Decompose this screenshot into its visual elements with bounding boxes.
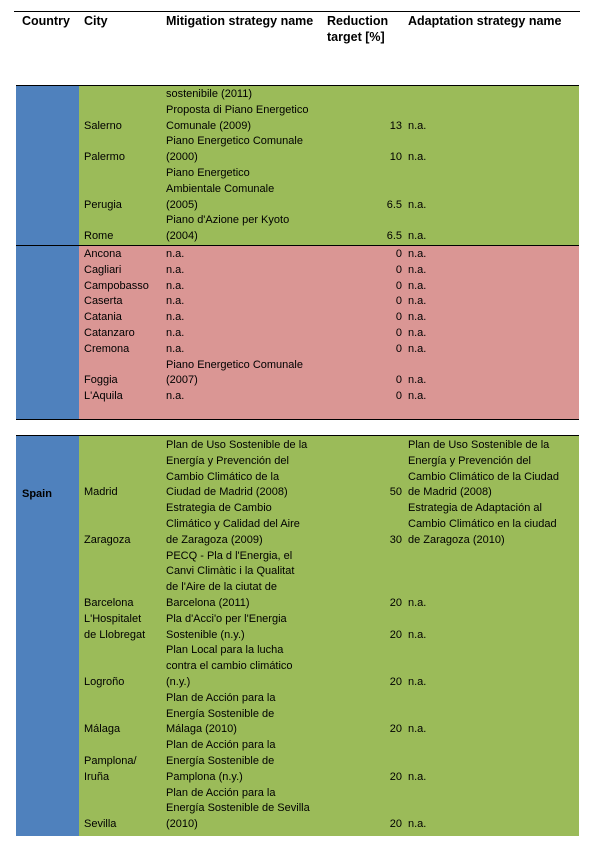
italy-row-mitigation: Comunale (2009) (166, 119, 251, 132)
spain-row-mitigation: contra el cambio climático (166, 660, 293, 673)
spain-row-mitigation: Canvi Climàtic i la Qualitat (166, 565, 295, 578)
spain-row-target: 20 (389, 770, 402, 783)
spain-row-target: 30 (389, 533, 402, 546)
italy-row-adaptation: n.a. (408, 327, 427, 339)
italy-row-mitigation: n.a. (166, 263, 185, 276)
italy-row-target: 0 (395, 263, 402, 276)
spain-row-mitigation: Estrategia de Cambio (166, 502, 272, 515)
header-country: Country (22, 14, 70, 28)
header-top-rule (14, 11, 580, 12)
spain-row-city: Málaga (84, 723, 121, 736)
spain-row-adaptation: n.a. (408, 628, 427, 641)
spain-row-mitigation: Plan Local para la lucha (166, 644, 284, 657)
italy-row-adaptation: n.a. (408, 263, 427, 276)
italy-row-city: Campobasso (84, 279, 149, 292)
spain-row-mitigation: Plan de Uso Sostenible de la (166, 439, 308, 451)
spain-row-target: 50 (389, 486, 402, 499)
italy-row-city: Perugia (84, 198, 122, 211)
spain-row-target: 20 (389, 723, 402, 736)
italy-row-mitigation: n.a. (166, 295, 185, 308)
italy-row-adaptation: n.a. (408, 374, 427, 387)
spain-row-adaptation: de Madrid (2008) (408, 486, 492, 499)
spain-row-mitigation: Sostenible (n.y.) (166, 628, 245, 641)
spain-row-adaptation: n.a. (408, 818, 427, 831)
spain-row-city: Zaragoza (84, 533, 131, 546)
italy-row-adaptation: n.a. (408, 248, 427, 260)
spain-row-target: 20 (389, 597, 402, 609)
italy-row-target: 0 (395, 342, 402, 355)
spain-row-city: de Llobregat (84, 628, 146, 641)
italy-row-target: 13 (389, 119, 402, 132)
spain-row-adaptation: n.a. (408, 597, 427, 609)
spain-row-adaptation: Energía y Prevención del (408, 454, 531, 467)
country-label-spain: Spain (22, 488, 52, 500)
italy-row-target: 6.5 (386, 198, 402, 211)
spain-row-adaptation: n.a. (408, 723, 427, 736)
italy-row-city: Cremona (84, 342, 130, 355)
spain-row-mitigation: Energía y Prevención del (166, 454, 289, 467)
spain-row-mitigation: Cambio Climático de la (166, 470, 280, 483)
italy-row-adaptation: n.a. (408, 119, 427, 132)
spain-row-mitigation: Energía Sostenible de (166, 707, 275, 720)
spain-row-mitigation: Plan de Acción para la (166, 786, 276, 799)
italy-row-mitigation: n.a. (166, 279, 185, 292)
spain-row-adaptation: de Zaragoza (2010) (408, 533, 505, 546)
spain-row-mitigation: Plan de Acción para la (166, 691, 276, 704)
spain-row-mitigation: Climático y Calidad del Aire (166, 518, 300, 530)
spain-row-adaptation: Plan de Uso Sostenible de la (408, 439, 550, 451)
spain-row-mitigation: (n.y.) (166, 676, 191, 688)
header-mitigation: Mitigation strategy name (166, 14, 314, 28)
spain-row-adaptation: Cambio Climático en la ciudad (408, 518, 557, 530)
italy-row-mitigation: (2004) (166, 230, 198, 243)
italy-row-adaptation: n.a. (408, 311, 427, 324)
italy-row-adaptation: n.a. (408, 151, 427, 164)
italy-row-target: 0 (395, 295, 402, 308)
italy-red-band (79, 246, 579, 419)
spain-row-mitigation: de l'Aire de la ciutat de (166, 581, 277, 594)
italy-row-city: Catania (84, 311, 122, 324)
spain-row-mitigation: de Zaragoza (2009) (166, 533, 263, 546)
spain-row-city: Sevilla (84, 818, 117, 831)
spain-row-target: 20 (389, 818, 402, 831)
italy-row-mitigation: Proposta di Piano Energetico (166, 103, 309, 116)
spain-row-mitigation: Plan de Acción para la (166, 739, 276, 752)
italy-row-mitigation: (2000) (166, 151, 198, 164)
spain-green-band (79, 436, 579, 836)
italy-row-adaptation: n.a. (408, 342, 427, 355)
italy-row-mitigation: (2007) (166, 374, 198, 387)
spain-row-mitigation: Ciudad de Madrid (2008) (166, 486, 288, 499)
spain-row-adaptation: n.a. (408, 676, 427, 688)
italy-row-mitigation: (2005) (166, 198, 198, 211)
spain-row-target: 20 (389, 628, 402, 641)
spain-row-adaptation: Cambio Climático de la Ciudad (408, 470, 560, 483)
italy-bottom-rule (16, 419, 579, 420)
italy-row-city: L'Aquila (84, 390, 123, 403)
spain-row-mitigation: Energía Sostenible de (166, 755, 275, 767)
spain-row-mitigation: Pamplona (n.y.) (166, 770, 243, 783)
spain-row-city: Logroño (84, 676, 125, 688)
spain-row-mitigation: Pla d'Acci'o per l'Energia (166, 612, 287, 625)
italy-row-mitigation: n.a. (166, 342, 185, 355)
spain-row-adaptation: n.a. (408, 770, 427, 783)
italy-row-adaptation: n.a. (408, 198, 427, 211)
italy-row-city: Rome (84, 230, 114, 243)
header-reduction-line2: target [%] (327, 30, 385, 44)
italy-row-adaptation: n.a. (408, 279, 427, 292)
spain-row-city: Iruña (84, 770, 110, 783)
country-strip-italy (16, 85, 79, 419)
header-adaptation: Adaptation strategy name (408, 14, 562, 28)
italy-row-adaptation: n.a. (408, 295, 427, 308)
spain-row-city: Barcelona (84, 597, 134, 609)
italy-row-adaptation: n.a. (408, 390, 427, 403)
italy-row-mitigation: Piano Energetico Comunale (166, 135, 303, 148)
italy-row-adaptation: n.a. (408, 230, 427, 243)
spain-row-mitigation: Barcelona (2011) (166, 597, 250, 609)
italy-row-city: Salerno (84, 119, 122, 132)
italy-green-band (79, 85, 579, 245)
spain-row-city: L'Hospitalet (84, 612, 142, 625)
spain-row-adaptation: Estrategia de Adaptación al (408, 502, 542, 515)
italy-mid-rule (16, 245, 579, 246)
italy-row-target: 0 (395, 374, 402, 387)
italy-row-city: Cagliari (84, 263, 122, 276)
italy-row-target: 6.5 (386, 230, 402, 243)
italy-row-target: 0 (395, 311, 402, 324)
italy-row-city: Foggia (84, 374, 118, 387)
italy-row-city: Caserta (84, 295, 123, 308)
italy-top-rule (16, 85, 579, 86)
italy-row-mitigation: Piano Energetico Comunale (166, 358, 303, 371)
spain-row-mitigation: PECQ - Pla d l'Energia, el (166, 549, 293, 562)
italy-row-city: Ancona (84, 248, 122, 260)
spain-row-mitigation: (2010) (166, 818, 198, 831)
header-city: City (84, 14, 108, 28)
italy-row-mitigation: n.a. (166, 327, 185, 339)
italy-row-city: Catanzaro (84, 327, 135, 339)
italy-row-mitigation: Ambientale Comunale (166, 182, 275, 195)
italy-row-mitigation: n.a. (166, 390, 185, 403)
italy-row-mitigation: sostenibile (2011) (166, 88, 253, 100)
italy-row-mitigation: Piano Energetico (166, 167, 250, 179)
italy-row-target: 10 (389, 151, 402, 164)
spain-row-mitigation: Energía Sostenible de Sevilla (166, 802, 310, 815)
spain-row-mitigation: Málaga (2010) (166, 723, 237, 736)
spain-row-city: Madrid (84, 486, 118, 499)
header-reduction-line1: Reduction (327, 14, 389, 28)
italy-row-target: 0 (395, 279, 402, 292)
spain-row-target: 20 (389, 676, 402, 688)
italy-row-target: 0 (395, 327, 402, 339)
italy-row-target: 0 (395, 248, 402, 260)
spain-row-city: Pamplona/ (84, 755, 137, 767)
italy-row-mitigation: n.a. (166, 311, 185, 324)
italy-row-mitigation: Piano d'Azione per Kyoto (166, 214, 290, 227)
italy-row-city: Palermo (84, 151, 125, 164)
italy-row-mitigation: n.a. (166, 248, 185, 260)
italy-row-target: 0 (395, 390, 402, 403)
